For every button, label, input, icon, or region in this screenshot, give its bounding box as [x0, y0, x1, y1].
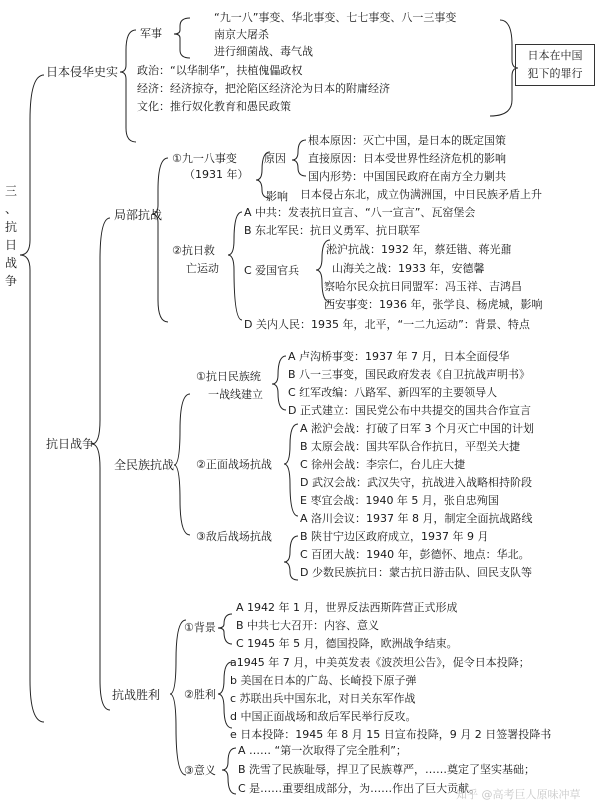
brace-rear	[284, 536, 298, 580]
incident-year: （1931 年）	[184, 168, 249, 181]
meaning-item: A …… “第一次取得了完全胜利”；	[238, 744, 407, 757]
rear-item: A 洛川会议：1937 年 8 月，制定全面抗战路线	[300, 512, 533, 525]
victory-item: e 日本投降：1945 年 8 月 15 日宣布投降，9 月 2 日签署投降书	[230, 728, 552, 741]
meaning-label: ③意义	[184, 764, 216, 777]
victory-title: 抗战胜利	[112, 688, 161, 702]
brace-united	[272, 356, 286, 410]
people-item: D 关内人民：1935 年，北平，“一二九运动”：背景、特点	[244, 318, 530, 331]
brace-background	[218, 614, 232, 644]
brace-meaning	[222, 748, 236, 794]
rear-item: B 陕甘宁边区政府成立，1937 年 9 月	[300, 530, 489, 543]
incident-title: ①九一八事变	[172, 152, 237, 165]
victory-item: a1945 年 7 月，中美英发表《波茨坦公告》，促令日本投降；	[230, 656, 530, 669]
front-item: D 武汉会战：武汉失守，抗战进入战略相持阶段	[300, 476, 532, 489]
military-item: 进行细菌战、毒气战	[214, 45, 313, 58]
resistance-title: 抗日战争	[46, 437, 95, 451]
background-item: B 中共七大召开：内容、意义	[236, 619, 380, 632]
cause-item: 根本原因：灭亡中国，是日本的既定国策	[308, 134, 506, 147]
brace-root	[20, 75, 44, 722]
economy-item: 经济：经济掠夺，把沦陷区经济沦为日本的附庸经济	[137, 82, 390, 95]
united-front-title: 一战线建立	[208, 388, 263, 401]
united-front-item: C 红军改编：八路军、新四军的主要领导人	[288, 386, 498, 399]
movement-title: 亡运动	[186, 262, 219, 275]
brace-front	[284, 424, 298, 516]
brace-crimes	[490, 20, 518, 116]
culture-item: 文化：推行奴化教育和愚民政策	[137, 100, 291, 113]
victory-label: ②胜利	[184, 688, 216, 701]
rear-item: C 百团大战：1940 年，彭德怀、地点：华北。	[300, 548, 530, 561]
brace-military	[174, 18, 190, 58]
front-item: B 太原会战：国共军队合作抗日，平型关大捷	[300, 440, 521, 453]
front-title: ②正面战场抗战	[196, 458, 272, 471]
front-item: E 枣宜会战：1940 年 5 月，张自忠殉国	[300, 494, 499, 507]
background-item: C 1945 年 5 月，德国投降，欧洲战争结束。	[236, 637, 458, 650]
cpc-item: A 中共：发表抗日宣言、“八一宣言”、瓦窑堡会	[244, 206, 476, 219]
cause-item: 国内形势：中国国民政府在南方全力剿共	[308, 170, 506, 183]
patriots-label: C 爱国官兵	[244, 264, 300, 277]
background-label: ①背景	[184, 621, 216, 634]
united-front-item: A 卢沟桥事变：1937 年 7 月，日本全面侵华	[288, 350, 510, 363]
victory-item: b 美国在日本的广岛、长崎投下原子弹	[230, 674, 417, 687]
cause-item: 直接原因：日本受世界性经济危机的影响	[308, 152, 506, 165]
crimes-box: 日本在中国 犯下的罪行	[515, 44, 595, 86]
impact-item: 日本侵占东北，成立伪满洲国，中日民族矛盾上升	[300, 188, 542, 201]
front-item: A 淞沪会战：打破了日军 3 个月灭亡中国的计划	[300, 422, 535, 435]
united-front-item: D 正式建立：国民党公布中共提交的国共合作宣言	[288, 404, 531, 417]
patriot-item: 察哈尔民众抗日同盟军：冯玉祥、吉鸿昌	[324, 280, 522, 293]
brace-causes	[292, 140, 306, 176]
politics-item: 政治：“以华制华”，扶植傀儡政权	[137, 64, 303, 77]
patriot-item: 西安事变：1936 年，张学良、杨虎城，影响	[324, 298, 543, 311]
brace-local	[152, 158, 168, 322]
brace-invasion	[120, 30, 136, 142]
patriot-item: 山海关之战：1933 年，安德馨	[332, 262, 485, 275]
meaning-item: B 洗雪了民族耻辱，捍卫了民族尊严，……奠定了坚实基础；	[238, 763, 536, 776]
victory-item: c 苏联出兵中国东北，对日关东军作战	[230, 692, 416, 705]
national-title: 全民族抗战	[114, 458, 175, 472]
front-item: C 徐州会战：李宗仁，台儿庄大捷	[300, 458, 466, 471]
ne-army-item: B 东北军民：抗日义勇军、抗日联军	[244, 224, 421, 237]
impact-label: 影响	[266, 190, 288, 203]
invasion-title: 日本侵华史实	[46, 65, 119, 79]
section-title: 三 、 抗 日 战 争	[4, 184, 17, 288]
watermark: 知乎 @高考巨人原味冲草	[456, 788, 581, 801]
meaning-item: C 是……重要组成部分，为……作出了巨大贡献。	[238, 782, 481, 795]
rear-title: ③敌后战场抗战	[196, 530, 272, 543]
military-item: “九一八”事变、华北事变、七七事变、八一三事变	[214, 11, 457, 24]
patriot-item: 淞沪抗战：1932 年，蔡廷锴、蒋光鼐	[326, 243, 512, 256]
united-front-title: ①抗日民族统	[196, 370, 261, 383]
military-item: 南京大屠杀	[214, 28, 269, 41]
movement-title: ②抗日救	[172, 244, 215, 257]
victory-item: d 中国正面战场和敌后军民举行反攻。	[230, 710, 417, 723]
united-front-item: B 八一三事变，国民政府发表《自卫抗战声明书》	[288, 368, 531, 381]
brace-resistance	[92, 218, 110, 710]
cause-label: 原因	[264, 152, 286, 165]
brace-national	[174, 394, 190, 535]
background-item: A 1942 年 1 月，世界反法西斯阵营正式形成	[236, 601, 458, 614]
military-label: 军事	[140, 27, 162, 40]
rear-item: D 少数民族抗日：蒙古抗日游击队、回民支队等	[300, 566, 532, 579]
brace-movement	[228, 212, 242, 320]
local-title: 局部抗战	[114, 208, 163, 222]
